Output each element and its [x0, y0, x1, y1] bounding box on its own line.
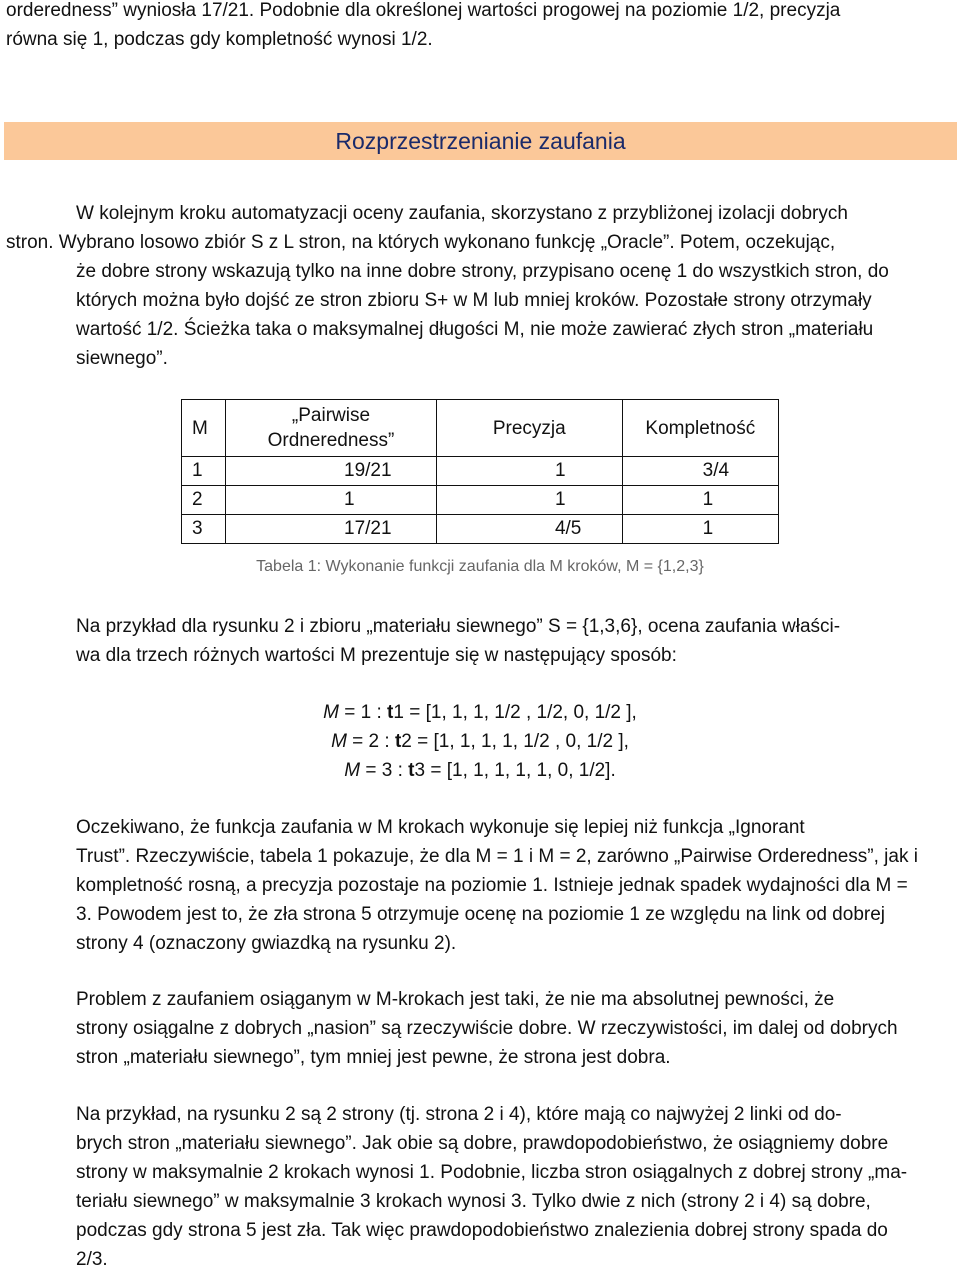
- formula-t: t: [387, 702, 394, 723]
- formula-m: M: [344, 760, 361, 781]
- text-line: teriału siewnego” w maksymalnie 3 krokach wynosi 3. Tylko dwie z nich (strony 2 i 4) są dobre,: [76, 1191, 871, 1212]
- text-line: siewnego”.: [76, 348, 168, 369]
- results-table: [181, 399, 779, 544]
- formula-rhs: 2 = [1, 1, 1, 1, 1/2 , 0, 1/2 ],: [401, 731, 629, 752]
- formula-mid: = 1 :: [338, 702, 388, 723]
- formula-m: M: [323, 702, 339, 723]
- text-line: których można było dojść ze stron zbioru S+ w M lub mniej kroków. Pozostałe strony otrzymały: [76, 290, 872, 311]
- text-line: wa dla trzech różnych wartości M prezentuje się w następujący sposób:: [76, 645, 677, 666]
- cell-m: 2: [182, 486, 226, 515]
- text-line: podczas gdy strona 5 jest zła. Tak więc prawdopodobieństwo znalezienia dobrej strony spada do: [76, 1220, 888, 1241]
- cell-pairwise: 17/21: [226, 515, 437, 544]
- section-header-bar: [4, 122, 957, 160]
- cell-m: 3: [182, 515, 226, 544]
- text-line: stron „materiału siewnego”, tym mniej jest pewne, że strona jest dobra.: [76, 1047, 671, 1068]
- text-line: 3. Powodem jest to, że zła strona 5 otrzymuje ocenę na poziomie 1 ze względu na link od dobrej: [76, 904, 886, 925]
- formula-rhs: 1 = [1, 1, 1, 1/2 , 1/2, 0, 1/2 ],: [393, 702, 637, 723]
- table-row: [182, 457, 779, 486]
- intro-paragraph: [6, 0, 952, 54]
- text-line: Na przykład dla rysunku 2 i zbioru „materiału siewnego” S = {1,3,6}, ocena zaufania właści-: [76, 616, 841, 637]
- section-title: Rozprzestrzenianie zaufania: [335, 128, 626, 154]
- cell-precision: 1: [436, 486, 622, 515]
- header-pairwise-line1: „Pairwise: [291, 405, 371, 426]
- header-completeness: Kompletność: [622, 400, 778, 457]
- cell-precision: 4/5: [436, 515, 622, 544]
- formula-line: [0, 756, 960, 785]
- text-line: wartość 1/2. Ścieżka taka o maksymalnej długości M, nie może zawierać złych stron „materiału: [76, 319, 874, 340]
- trust-formulas: [0, 698, 960, 785]
- paragraph-example-probability: [6, 1100, 952, 1274]
- formula-rhs: 3 = [1, 1, 1, 1, 1, 0, 1/2].: [414, 760, 616, 781]
- header-pairwise-line2: Ordneredness”: [267, 430, 395, 451]
- cell-pairwise: 19/21: [226, 457, 437, 486]
- paragraph-ignorant-trust: [6, 813, 952, 958]
- cell-completeness: 1: [622, 486, 778, 515]
- header-pairwise: [226, 400, 437, 457]
- text-line: strony osiągalne z dobrych „nasion” są rzeczywiście dobre. W rzeczywistości, im dalej od dobrych: [76, 1018, 898, 1039]
- text-line: orderedness” wyniosła 17/21. Podobnie dla określonej wartości progowej na poziomie 1/2, precyzja: [6, 0, 841, 21]
- text-line: Trust”. Rzeczywiście, tabela 1 pokazuje, że dla M = 1 i M = 2, zarówno „Pairwise Orderedness”, jak i: [76, 846, 918, 867]
- cell-precision: 1: [436, 457, 622, 486]
- text-line: równa się 1, podczas gdy kompletność wynosi 1/2.: [6, 29, 433, 50]
- formula-mid: = 2 :: [346, 731, 395, 752]
- text-line: W kolejnym kroku automatyzacji oceny zaufania, skorzystano z przybliżonej izolacji dobrych: [76, 203, 848, 224]
- table-header-row: [182, 400, 779, 457]
- paragraph-trust-propagation: [6, 199, 952, 373]
- table-row: [182, 515, 779, 544]
- text-line: strony w maksymalnie 2 krokach wynosi 1. Podobnie, liczba stron osiągalnych z dobrej strony „ma-: [76, 1162, 908, 1183]
- paragraph-m-step-problem: [6, 985, 952, 1072]
- formula-line: [0, 698, 960, 727]
- cell-pairwise: 1: [226, 486, 437, 515]
- text-line: stron. Wybrano losowo zbiór S z L stron, na których wykonano funkcję „Oracle”. Potem, oczekując,: [6, 232, 836, 253]
- text-line: Na przykład, na rysunku 2 są 2 strony (tj. strona 2 i 4), które mają co najwyżej 2 linki od do-: [76, 1104, 842, 1125]
- formula-m: M: [331, 731, 347, 752]
- formula-line: [0, 727, 960, 756]
- formula-t: t: [408, 760, 415, 781]
- table-row: [182, 486, 779, 515]
- header-m: M: [182, 400, 226, 457]
- text-line: strony 4 (oznaczony gwiazdką na rysunku 2).: [76, 933, 457, 954]
- text-line: Problem z zaufaniem osiąganym w M-krokach jest taki, że nie ma absolutnej pewności, że: [76, 989, 835, 1010]
- text-line: brych stron „materiału siewnego”. Jak obie są dobre, prawdopodobieństwo, że osiągniemy dobre: [76, 1133, 889, 1154]
- cell-m: 1: [182, 457, 226, 486]
- text-line: Oczekiwano, że funkcja zaufania w M krokach wykonuje się lepiej niż funkcja „Ignorant: [76, 817, 805, 838]
- formula-mid: = 3 :: [360, 760, 409, 781]
- text-line: 2/3.: [76, 1249, 108, 1270]
- paragraph-example-seed: [6, 612, 952, 670]
- text-line: że dobre strony wskazują tylko na inne dobre strony, przypisano ocenę 1 do wszystkich stron, do: [76, 261, 889, 282]
- cell-completeness: 3/4: [622, 457, 778, 486]
- cell-completeness: 1: [622, 515, 778, 544]
- header-precision: Precyzja: [436, 400, 622, 457]
- formula-t: t: [394, 731, 402, 752]
- text-line: kompletność rosną, a precyzja pozostaje na poziomie 1. Istnieje jednak spadek wydajności dla M =: [76, 875, 908, 896]
- table-caption: Tabela 1: Wykonanie funkcji zaufania dla M kroków, M = {1,2,3}: [256, 558, 704, 575]
